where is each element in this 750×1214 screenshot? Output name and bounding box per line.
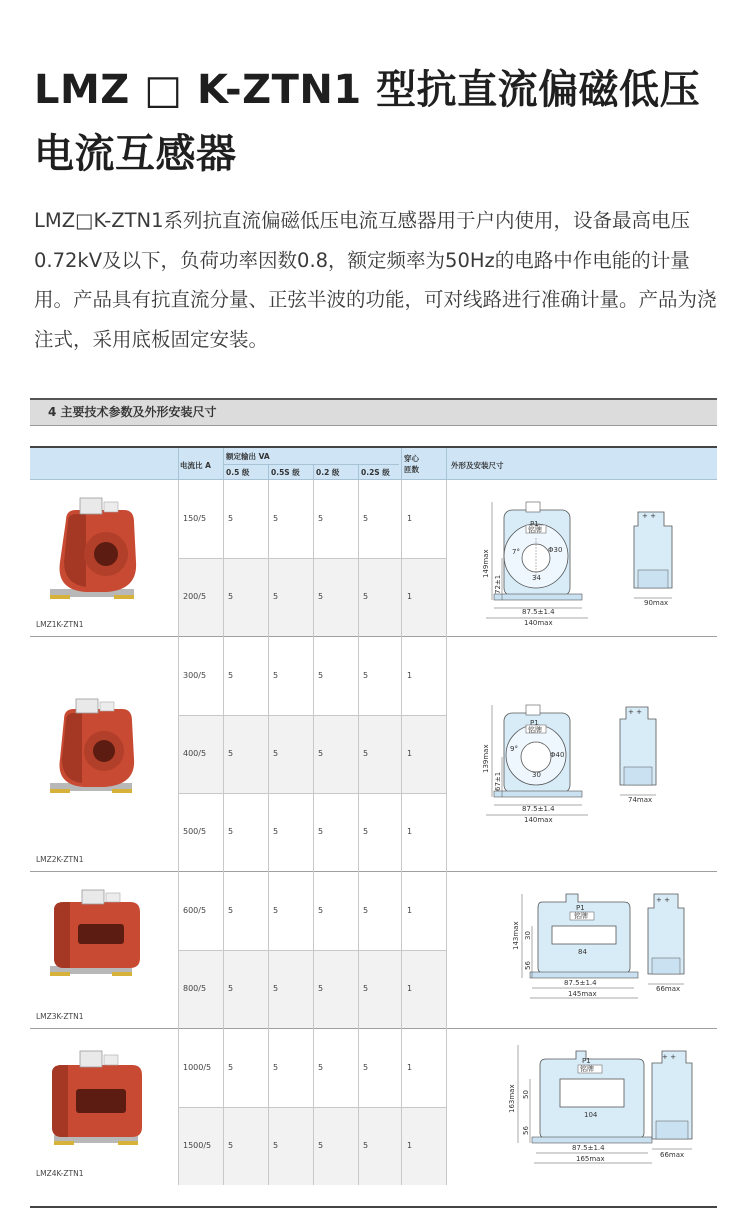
product-photo-lmz3k	[44, 884, 168, 990]
intro-paragraph: LMZ□K-ZTN1系列抗直流偏磁低压电流互感器用于户内使用，设备最高电压0.72kV及以下，负荷功率因数0.8，额定频率为50Hz的电路中作电能的计量用。产品具有抗直流分量、正弦半波的功能，可对线路进行准确计量。产品为浇注式，采用底板固定安装。	[34, 209, 717, 351]
table-row: 300/5 5 5 5 5 1	[183, 671, 413, 680]
product-group-lmz2k	[30, 637, 717, 871]
svg-text:34: 34	[532, 574, 541, 582]
product-photo-lmz2k	[46, 693, 166, 805]
header-ratio: 电流比 A	[180, 461, 211, 470]
svg-text:56: 56	[522, 1126, 530, 1135]
table-row: 200/5 5 5 5 5 1	[178, 558, 446, 636]
table-row: 800/5 5 5 5 5 1	[178, 950, 446, 1028]
header-turns-1: 穿心	[404, 454, 419, 463]
header-turns-2: 匝数	[404, 465, 419, 474]
svg-text:56: 56	[524, 961, 532, 970]
product-model-label: LMZ4K-ZTN1	[36, 1169, 84, 1178]
dimension-drawing-lmz4k	[506, 1037, 716, 1177]
svg-text:铭牌: 铭牌	[528, 726, 542, 734]
svg-text:+ +: + +	[656, 896, 670, 904]
table-row: 600/5 5 5 5 5 1	[183, 906, 413, 915]
table-row: 150/5 5 5 5 5 1	[183, 514, 413, 523]
svg-text:P1: P1	[582, 1057, 591, 1065]
svg-text:Φ30: Φ30	[548, 546, 563, 554]
svg-text:66max: 66max	[656, 985, 681, 993]
svg-text:139max: 139max	[482, 744, 490, 773]
header-class-3: 0.2S 级	[361, 468, 390, 477]
svg-text:143max: 143max	[512, 921, 520, 950]
product-model-label: LMZ1K-ZTN1	[36, 620, 84, 629]
dimension-drawing-lmz2k	[476, 699, 706, 829]
svg-text:铭牌: 铭牌	[574, 912, 588, 920]
svg-text:90max: 90max	[644, 599, 669, 607]
table-row: 400/5 5 5 5 5 1	[178, 715, 446, 793]
svg-text:铭牌: 铭牌	[528, 526, 542, 534]
product-photo-lmz4k	[44, 1043, 168, 1155]
header-class-1: 0.5S 级	[271, 468, 300, 477]
svg-text:165max: 165max	[576, 1155, 605, 1163]
svg-text:30: 30	[532, 771, 541, 779]
svg-text:87.5±1.4: 87.5±1.4	[564, 979, 597, 987]
table-row: 1000/5 5 5 5 5 1	[183, 1063, 413, 1072]
product-model-label: LMZ3K-ZTN1	[36, 1012, 84, 1021]
header-class-2: 0.2 级	[316, 468, 340, 477]
table-header	[30, 448, 717, 480]
svg-text:铭牌: 铭牌	[580, 1065, 594, 1073]
spec-table	[30, 446, 717, 1208]
svg-text:P1: P1	[530, 719, 539, 727]
svg-text:67±1: 67±1	[494, 771, 502, 791]
svg-text:87.5±1.4: 87.5±1.4	[522, 805, 555, 813]
svg-text:163max: 163max	[508, 1084, 516, 1113]
svg-text:149max: 149max	[482, 549, 490, 578]
svg-text:104: 104	[584, 1111, 598, 1119]
svg-text:140max: 140max	[524, 816, 553, 824]
svg-text:84: 84	[578, 948, 587, 956]
header-dims: 外形及安装尺寸	[451, 461, 504, 470]
page-title: LMZ □ K-ZTN1 型抗直流偏磁低压电流互感器	[34, 67, 701, 177]
svg-text:+ +: + +	[662, 1053, 676, 1061]
svg-text:9°: 9°	[510, 745, 518, 753]
product-photo-lmz1k	[46, 492, 166, 610]
svg-text:P1: P1	[576, 904, 585, 912]
svg-text:50: 50	[522, 1090, 530, 1099]
svg-text:+ +: + +	[642, 512, 656, 520]
svg-text:30: 30	[524, 931, 532, 940]
table-row: 500/5 5 5 5 5 1	[183, 827, 413, 836]
svg-text:Φ40: Φ40	[550, 751, 565, 759]
svg-text:7°: 7°	[512, 548, 520, 556]
svg-text:140max: 140max	[524, 619, 553, 627]
table-row: 1500/5 5 5 5 5 1	[178, 1107, 446, 1185]
svg-text:72±1: 72±1	[494, 574, 502, 594]
svg-text:+ +: + +	[628, 708, 642, 716]
section-header: 4 主要技术参数及外形安装尺寸	[30, 398, 717, 426]
svg-text:87.5±1.4: 87.5±1.4	[522, 608, 555, 616]
svg-text:66max: 66max	[660, 1151, 685, 1159]
svg-text:P1: P1	[530, 520, 539, 528]
product-model-label: LMZ2K-ZTN1	[36, 855, 84, 864]
header-class-0: 0.5 级	[226, 468, 250, 477]
dimension-drawing-lmz3k	[508, 888, 708, 1018]
dimension-drawing-lmz1k	[476, 498, 706, 628]
svg-text:74max: 74max	[628, 796, 653, 804]
svg-text:87.5±1.4: 87.5±1.4	[572, 1144, 605, 1152]
svg-text:145max: 145max	[568, 990, 597, 998]
header-rated-output: 额定输出 VA	[226, 452, 270, 461]
